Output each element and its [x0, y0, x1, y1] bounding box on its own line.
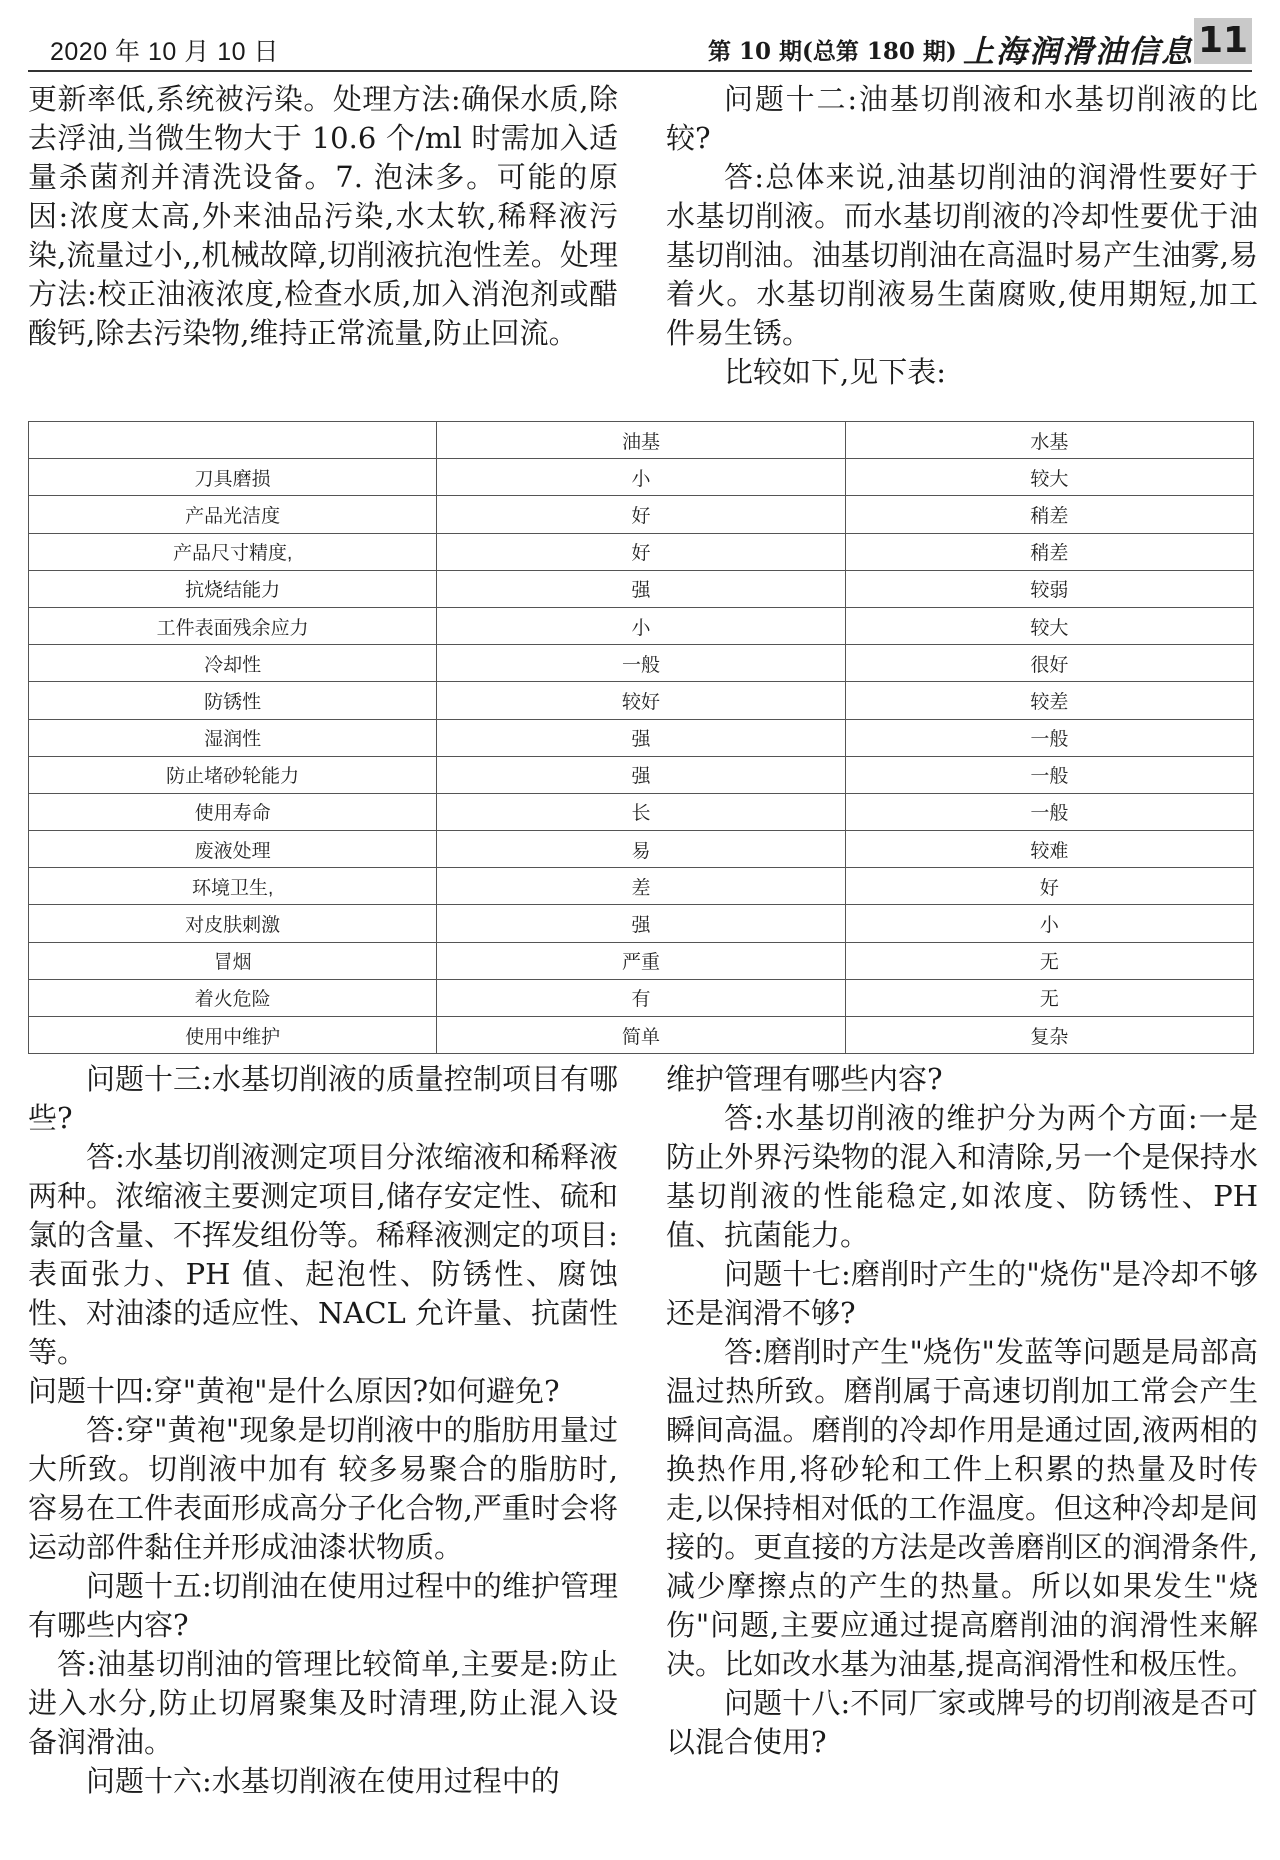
question-12-title: 问题十二:油基切削液和水基切削液的比较? — [666, 82, 1258, 155]
table-row — [29, 831, 1254, 868]
table-row — [29, 1017, 1254, 1054]
table-cell: 冷却性 — [29, 645, 437, 682]
table-cell: 稍差 — [845, 496, 1253, 533]
table-row — [29, 905, 1254, 942]
top-right-column — [666, 80, 1258, 392]
table-row — [29, 607, 1254, 644]
table-cell: 废液处理 — [29, 831, 437, 868]
table-row — [29, 570, 1254, 607]
question-16-answer: 答:水基切削液的维护分为两个方面:一是防止外界污染物的混入和清除,另一个是保持水基切削液的性能稳定,如浓度、防锈性、PH 值、抗菌能力。 — [666, 1101, 1258, 1252]
table-cell: 刀具磨损 — [29, 459, 437, 496]
table-header-cell — [29, 422, 437, 459]
table-cell: 稍差 — [845, 533, 1253, 570]
table-cell: 抗烧结能力 — [29, 570, 437, 607]
table-cell: 湿润性 — [29, 719, 437, 756]
table-cell: 较差 — [845, 682, 1253, 719]
table-cell: 对皮肤刺激 — [29, 905, 437, 942]
table-row — [29, 793, 1254, 830]
top-left-column — [28, 80, 618, 353]
bottom-left-column — [28, 1060, 618, 1801]
question-14-title: 问题十四:穿"黄袍"是什么原因?如何避免? — [28, 1374, 560, 1408]
table-cell: 较大 — [845, 459, 1253, 496]
question-13-title: 问题十三:水基切削液的质量控制项目有哪些? — [28, 1062, 618, 1135]
table-cell: 长 — [437, 793, 845, 830]
question-17-answer: 答:磨削时产生"烧伤"发蓝等问题是局部高温过热所致。磨削属于高速切削加工常会产生瞬间高温。磨削的冷却作用是通过固,液两相的换热作用,将砂轮和工件上积累的热量及时传走,以保持相对低的工作温度。但这种冷却是间接的。更直接的方法是改善磨削区的润滑条件,减少摩擦点的产生的热量。所以如果发生"烧伤"问题,主要应通过提高磨削油的润滑性来解决。比如改水基为油基,提高润滑性和极压性。 — [666, 1335, 1258, 1681]
header-rule — [28, 70, 1252, 72]
table-header-row — [29, 422, 1254, 459]
table-cell: 强 — [437, 570, 845, 607]
table-header-cell: 油基 — [437, 422, 845, 459]
table-row — [29, 719, 1254, 756]
table-cell: 一般 — [845, 793, 1253, 830]
table-cell: 严重 — [437, 942, 845, 979]
table-row — [29, 756, 1254, 793]
table-cell: 很好 — [845, 645, 1253, 682]
table-cell: 小 — [437, 459, 845, 496]
table-row — [29, 942, 1254, 979]
table-cell: 好 — [437, 496, 845, 533]
table-cell: 一般 — [845, 756, 1253, 793]
table-row — [29, 645, 1254, 682]
table-cell: 复杂 — [845, 1017, 1253, 1054]
table-cell: 强 — [437, 905, 845, 942]
table-cell: 防锈性 — [29, 682, 437, 719]
continued-paragraph: 更新率低,系统被污染。处理方法:确保水质,除去浮油,当微生物大于 10.6 个/ml 时需加入适量杀菌剂并清洗设备。7. 泡沫多。可能的原因:浓度太高,外来油品污染,水太软,稀释液污染,流量过小,,机械故障,切削液抗泡性差。处理方法:校正油液浓度,检查水质,加入消泡剂或醋酸钙,除去污染物,维持正常流量,防止回流。 — [28, 82, 618, 350]
question-15-answer: 答:油基切削油的管理比较简单,主要是:防止进入水分,防止切屑聚集及时清理,防止混入设备润滑油。 — [28, 1647, 618, 1759]
table-cell: 冒烟 — [29, 942, 437, 979]
table-cell: 使用中维护 — [29, 1017, 437, 1054]
issue-number: 第 10 期(总第 180 期) — [708, 38, 957, 65]
table-row — [29, 979, 1254, 1016]
question-14-answer: 答:穿"黄袍"现象是切削液中的脂肪用量过大所致。切削液中加有 较多易聚合的脂肪时,容易在工件表面形成高分子化合物,严重时会将运动部件黏住并形成油漆状物质。 — [28, 1413, 618, 1564]
table-row — [29, 682, 1254, 719]
table-cell: 小 — [845, 905, 1253, 942]
bottom-right-column — [666, 1060, 1258, 1762]
table-cell: 着火危险 — [29, 979, 437, 1016]
table-intro: 比较如下,见下表: — [724, 355, 946, 389]
question-15-title: 问题十五:切削油在使用过程中的维护管理有哪些内容? — [28, 1569, 618, 1642]
table-header-cell: 水基 — [845, 422, 1253, 459]
table-row — [29, 533, 1254, 570]
table-cell: 差 — [437, 868, 845, 905]
table-cell: 有 — [437, 979, 845, 1016]
page-number: 11 — [1194, 18, 1252, 64]
question-18-title: 问题十八:不同厂家或牌号的切削液是否可以混合使用? — [666, 1686, 1258, 1759]
table-row — [29, 459, 1254, 496]
table-row — [29, 868, 1254, 905]
table-cell: 较弱 — [845, 570, 1253, 607]
masthead-title: 上海润滑油信息 — [963, 34, 1194, 70]
comparison-table — [28, 421, 1254, 1054]
table-cell: 一般 — [437, 645, 845, 682]
table-cell: 较好 — [437, 682, 845, 719]
table-cell: 强 — [437, 719, 845, 756]
table-cell: 产品尺寸精度, — [29, 533, 437, 570]
table-cell: 防止堵砂轮能力 — [29, 756, 437, 793]
table-cell: 一般 — [845, 719, 1253, 756]
table-cell: 较难 — [845, 831, 1253, 868]
question-16-title-end: 维护管理有哪些内容? — [666, 1062, 943, 1096]
page-header — [28, 22, 1252, 68]
table-row — [29, 496, 1254, 533]
table-cell: 使用寿命 — [29, 793, 437, 830]
table-cell: 易 — [437, 831, 845, 868]
table-cell: 较大 — [845, 607, 1253, 644]
table-cell: 小 — [437, 607, 845, 644]
table-cell: 工件表面残余应力 — [29, 607, 437, 644]
issue-date: 2020 年 10 月 10 日 — [50, 38, 279, 66]
question-13-answer: 答:水基切削液测定项目分浓缩液和稀释液两种。浓缩液主要测定项目,储存安定性、硫和氯的含量、不挥发组份等。稀释液测定的项目:表面张力、PH 值、起泡性、防锈性、腐蚀性、对油漆的适应性、NACL 允许量、抗菌性等。 — [28, 1140, 618, 1369]
table-cell: 简单 — [437, 1017, 845, 1054]
question-12-answer: 答:总体来说,油基切削油的润滑性要好于水基切削液。而水基切削液的冷却性要优于油基切削油。油基切削油在高温时易产生油雾,易着火。水基切削液易生菌腐败,使用期短,加工件易生锈。 — [666, 160, 1258, 350]
table-cell: 环境卫生, — [29, 868, 437, 905]
table-cell: 强 — [437, 756, 845, 793]
table-cell: 无 — [845, 979, 1253, 1016]
table-cell: 产品光洁度 — [29, 496, 437, 533]
question-16-title-start: 问题十六:水基切削液在使用过程中的 — [86, 1764, 560, 1798]
table-cell: 好 — [437, 533, 845, 570]
question-17-title: 问题十七:磨削时产生的"烧伤"是冷却不够还是润滑不够? — [666, 1257, 1258, 1330]
table-cell: 无 — [845, 942, 1253, 979]
table-cell: 好 — [845, 868, 1253, 905]
